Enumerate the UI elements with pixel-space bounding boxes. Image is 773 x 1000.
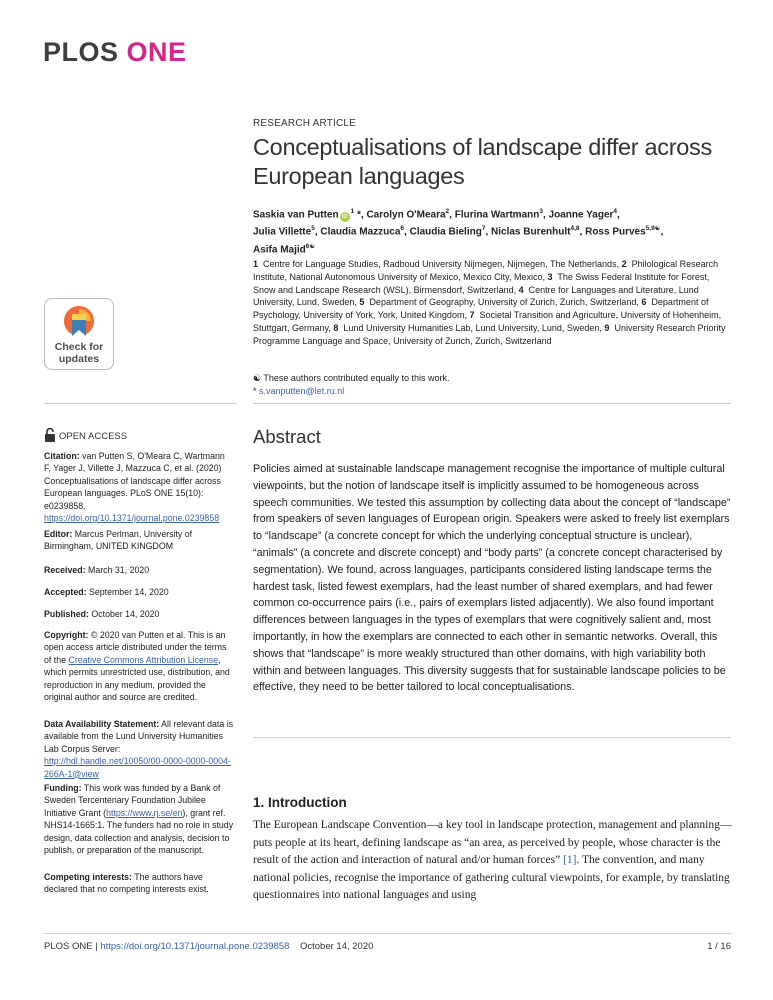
- license-link[interactable]: Creative Commons Attribution License: [68, 654, 219, 665]
- affil-num: 2: [621, 259, 627, 269]
- author-name[interactable]: Julia Villette: [253, 226, 312, 238]
- author-name[interactable]: Joanne Yager: [545, 209, 614, 221]
- received-text: March 31, 2020: [85, 565, 150, 575]
- abstract-divider: [253, 737, 731, 738]
- affil-text: Department of Geography, University of Zurich, Zurich, Switzerland,: [369, 297, 639, 308]
- editor-text: Marcus Perlman, University of Birmingham, UNITED KINGDOM: [44, 529, 193, 552]
- author-sup: 4: [613, 208, 618, 215]
- affil-num: 3: [547, 271, 553, 282]
- author-list: [253, 205, 731, 257]
- author-sup: 3: [539, 208, 543, 215]
- open-access-text: OPEN ACCESS: [59, 431, 128, 442]
- author-extra: ,: [617, 209, 620, 221]
- funding-block: [44, 782, 234, 856]
- logo-one: ONE: [126, 37, 187, 67]
- accepted-text: September 14, 2020: [86, 587, 169, 597]
- footer-date: October 14, 2020: [300, 941, 374, 952]
- data-link[interactable]: http://hdl.handle.net/10050/00-0000-0000-0004-266A-1@view: [44, 756, 231, 779]
- copyright-block: [44, 629, 234, 703]
- affil-num: 6: [641, 297, 647, 308]
- journal-logo: [43, 37, 187, 68]
- open-access-label: [44, 428, 234, 443]
- author-sup: 4,8: [570, 225, 580, 233]
- citation-label: Citation:: [44, 451, 80, 461]
- article-type: RESEARCH ARTICLE: [253, 118, 357, 129]
- published-text: October 14, 2020: [88, 609, 160, 619]
- introduction-text: [253, 817, 733, 905]
- footer-divider: [44, 933, 731, 934]
- affil-text: The Swiss Federal Institute for Forest, Snow and Landscape Research (WSL), Birmensdorf, Switzerland,: [253, 271, 710, 295]
- author-extra: ,: [579, 226, 583, 238]
- author-extra: *,: [354, 209, 364, 221]
- author-name[interactable]: Carolyn O'Meara: [363, 209, 446, 221]
- citation-text: van Putten S, O'Meara C, Wartmann F, Yager J, Villette J, Mazzuca C, et al. (2020) Conceptualisations of landscape differ across European languages. PLoS ONE 15(10): e0239858.: [44, 451, 225, 511]
- intro-text-2: . The convention, and many national policies, recognise the importance of gathering cultural viewpoints, for example, by translating questionnaires into national languages and using: [253, 854, 730, 901]
- copyright-label: Copyright:: [44, 630, 89, 640]
- citation-doi-link[interactable]: https://doi.org/10.1371/journal.pone.0239858: [44, 513, 220, 524]
- funding-label: Funding:: [44, 783, 82, 793]
- affiliations: [253, 258, 731, 348]
- introduction-heading: 1. Introduction: [253, 795, 347, 810]
- author-sup: 6: [400, 225, 405, 233]
- affil-num: 4: [518, 284, 524, 295]
- published-label: Published:: [44, 609, 89, 619]
- competing-interests-block: [44, 871, 234, 896]
- affil-text: Philological Research Institute, National Autonomous University of Mexico, Mexico City, Mexico,: [253, 259, 719, 282]
- abstract-text: Policies aimed at sustainable landscape management recognise the importance of multiple cultural viewpoints, but the notion of landscape itself is implicitly assumed to be homogeneous across speech communities. We tested this assumption by collecting data about the concept of “landscape” from speakers of seven languages of European origin. Speakers were asked to freely list exemplars to “landscape” (a concrete concept for which the underlying conceptual structure is unclear), “animals” (a concrete and discrete concept) and “body parts” (a concrete concept characterised by segmentation). We found, across languages, participants considered listing landscape terms the hardest task, listed fewest exemplars, had the least number of shared exemplars, and had fewer common co-occurrence pairs (i.e., pairs of exemplars listed adjacently). We also found important differences between languages in the types of exemplars that were cognitively salient and, most importantly, in how the exemplars are connected to each other in semantic networks. Overall, this shows that “landscape” is more weakly structured than other domains, with high variability both within and between languages. This diversity suggests that for sustainable landscape policies to be effective, they need to be better tailored to local conceptualisations.: [253, 463, 731, 694]
- affil-num: 9: [604, 322, 610, 333]
- funding-text-end: ), grant ref. NHS14-1665:1. The funders had no role in study design, data collection and analysis, decision to publish, or preparation of the manuscript.: [44, 807, 234, 856]
- article-title: Conceptualisations of landscape differ across European languages: [253, 134, 712, 189]
- corresponding-author: [253, 385, 731, 398]
- data-label: Data Availability Statement:: [44, 719, 160, 729]
- accepted-block: [44, 586, 234, 598]
- footer-doi-link[interactable]: https://doi.org/10.1371/journal.pone.0239858: [100, 941, 290, 952]
- author-name[interactable]: Claudia Mazzuca: [317, 226, 401, 238]
- check-for-updates-badge[interactable]: [44, 298, 114, 370]
- author-extra: ,: [449, 209, 452, 221]
- competing-text: The authors have declared that no competing interests exist.: [44, 872, 209, 895]
- author-name[interactable]: Saskia van Putten: [253, 209, 339, 221]
- affil-text: Centre for Languages and Literature, Lund University, Lund, Sweden,: [253, 284, 699, 308]
- published-block: [44, 608, 234, 620]
- intro-text-1: The European Landscape Convention—a key tool in landscape protection, management and planning—puts people at its heart, defining landscape as “an area, as perceived by people, whose character is the result of the action and interaction of natural and/or human forces”: [253, 819, 732, 866]
- open-lock-icon: [44, 428, 56, 442]
- author-extra: ,: [660, 226, 664, 238]
- author-extra: ,: [314, 226, 318, 238]
- badge-line1: Check for: [54, 341, 104, 353]
- affil-num: 1: [253, 259, 259, 269]
- data-text: All relevant data is available from the Lund University Humanities Lab Corpus Server:: [44, 719, 234, 754]
- funding-text: This work was funded by a Bank of Sweden Tercentenary Foundation Jubilee Initiative Grant (: [44, 783, 221, 818]
- data-availability-block: [44, 718, 234, 780]
- footer-journal: PLOS ONE |: [44, 941, 101, 952]
- affil-num: 8: [333, 322, 339, 333]
- author-extra: ,: [485, 226, 489, 238]
- copyright-text-end: , which permits unrestricted use, distribution, and reproduction in any medium, provided the original author and source are credited.: [44, 654, 230, 703]
- author-sup: 2: [445, 208, 450, 215]
- accepted-label: Accepted:: [44, 587, 87, 597]
- corr-prefix: *: [253, 385, 260, 396]
- page-footer: [44, 941, 731, 952]
- author-sup: 5: [311, 225, 315, 233]
- author-name[interactable]: Niclas Burenhult: [488, 226, 571, 238]
- author-name[interactable]: Claudia Bieling: [406, 226, 482, 238]
- page-number: 1 / 16: [707, 941, 731, 952]
- logo-plos: PLOS: [43, 37, 119, 67]
- email-link[interactable]: s.vanputten@let.ru.nl: [259, 385, 345, 396]
- affil-text: University Research Priority Programme Language and Space, University of Zurich, Zurich, Switzerland: [253, 322, 726, 346]
- affil-num: 7: [469, 310, 475, 321]
- author-line-3: [253, 240, 731, 257]
- received-label: Received:: [44, 565, 86, 575]
- citation-block: [44, 450, 234, 524]
- author-sup: 5,9☯: [645, 225, 661, 233]
- contribution-notes: [253, 372, 731, 398]
- author-name[interactable]: Ross Purves: [582, 226, 646, 238]
- author-sup: 1: [350, 208, 355, 215]
- author-name[interactable]: Flurina Wartmann: [451, 209, 540, 221]
- badge-line2: updates: [58, 352, 100, 365]
- affil-text: Societal Transition and Agriculture, University of Hohenheim, Stuttgart, Germany,: [253, 310, 722, 333]
- author-line-1: [253, 205, 731, 222]
- orcid-icon[interactable]: iD: [341, 214, 348, 221]
- author-line-2: [253, 222, 731, 239]
- editor-label: Editor:: [44, 529, 73, 539]
- equal-contribution-note: ☯ These authors contributed equally to this work.: [253, 373, 450, 383]
- editor-block: [44, 528, 234, 553]
- abstract-heading: Abstract: [253, 426, 321, 447]
- competing-label: Competing interests:: [44, 872, 132, 882]
- sidebar-divider: [44, 403, 237, 404]
- affil-text: Centre for Language Studies, Radboud University Nijmegen, Nijmegen, The Netherlands,: [263, 259, 620, 269]
- affil-num: 5: [359, 297, 365, 308]
- affil-text: Department of Psychology, University of York, York, United Kingdom,: [253, 297, 709, 321]
- main-divider: [253, 403, 731, 404]
- author-extra: ,: [542, 209, 546, 221]
- funding-link[interactable]: https://www.rj.se/en: [106, 807, 183, 818]
- author-extra: ,: [404, 226, 407, 238]
- bookmark-icon: [63, 305, 95, 339]
- affil-text: Lund University Humanities Lab, Lund University, Lund, Sweden,: [343, 322, 602, 333]
- author-sup: 7: [481, 225, 486, 233]
- author-sup: 6☯: [305, 242, 316, 250]
- author-name[interactable]: Asifa Majid: [253, 243, 306, 255]
- received-block: [44, 564, 234, 576]
- citation-ref-link[interactable]: [1]: [563, 854, 577, 866]
- copyright-text: © 2020 van Putten et al. This is an open access article distributed under the terms of the: [44, 630, 227, 665]
- badge-text: [45, 342, 113, 365]
